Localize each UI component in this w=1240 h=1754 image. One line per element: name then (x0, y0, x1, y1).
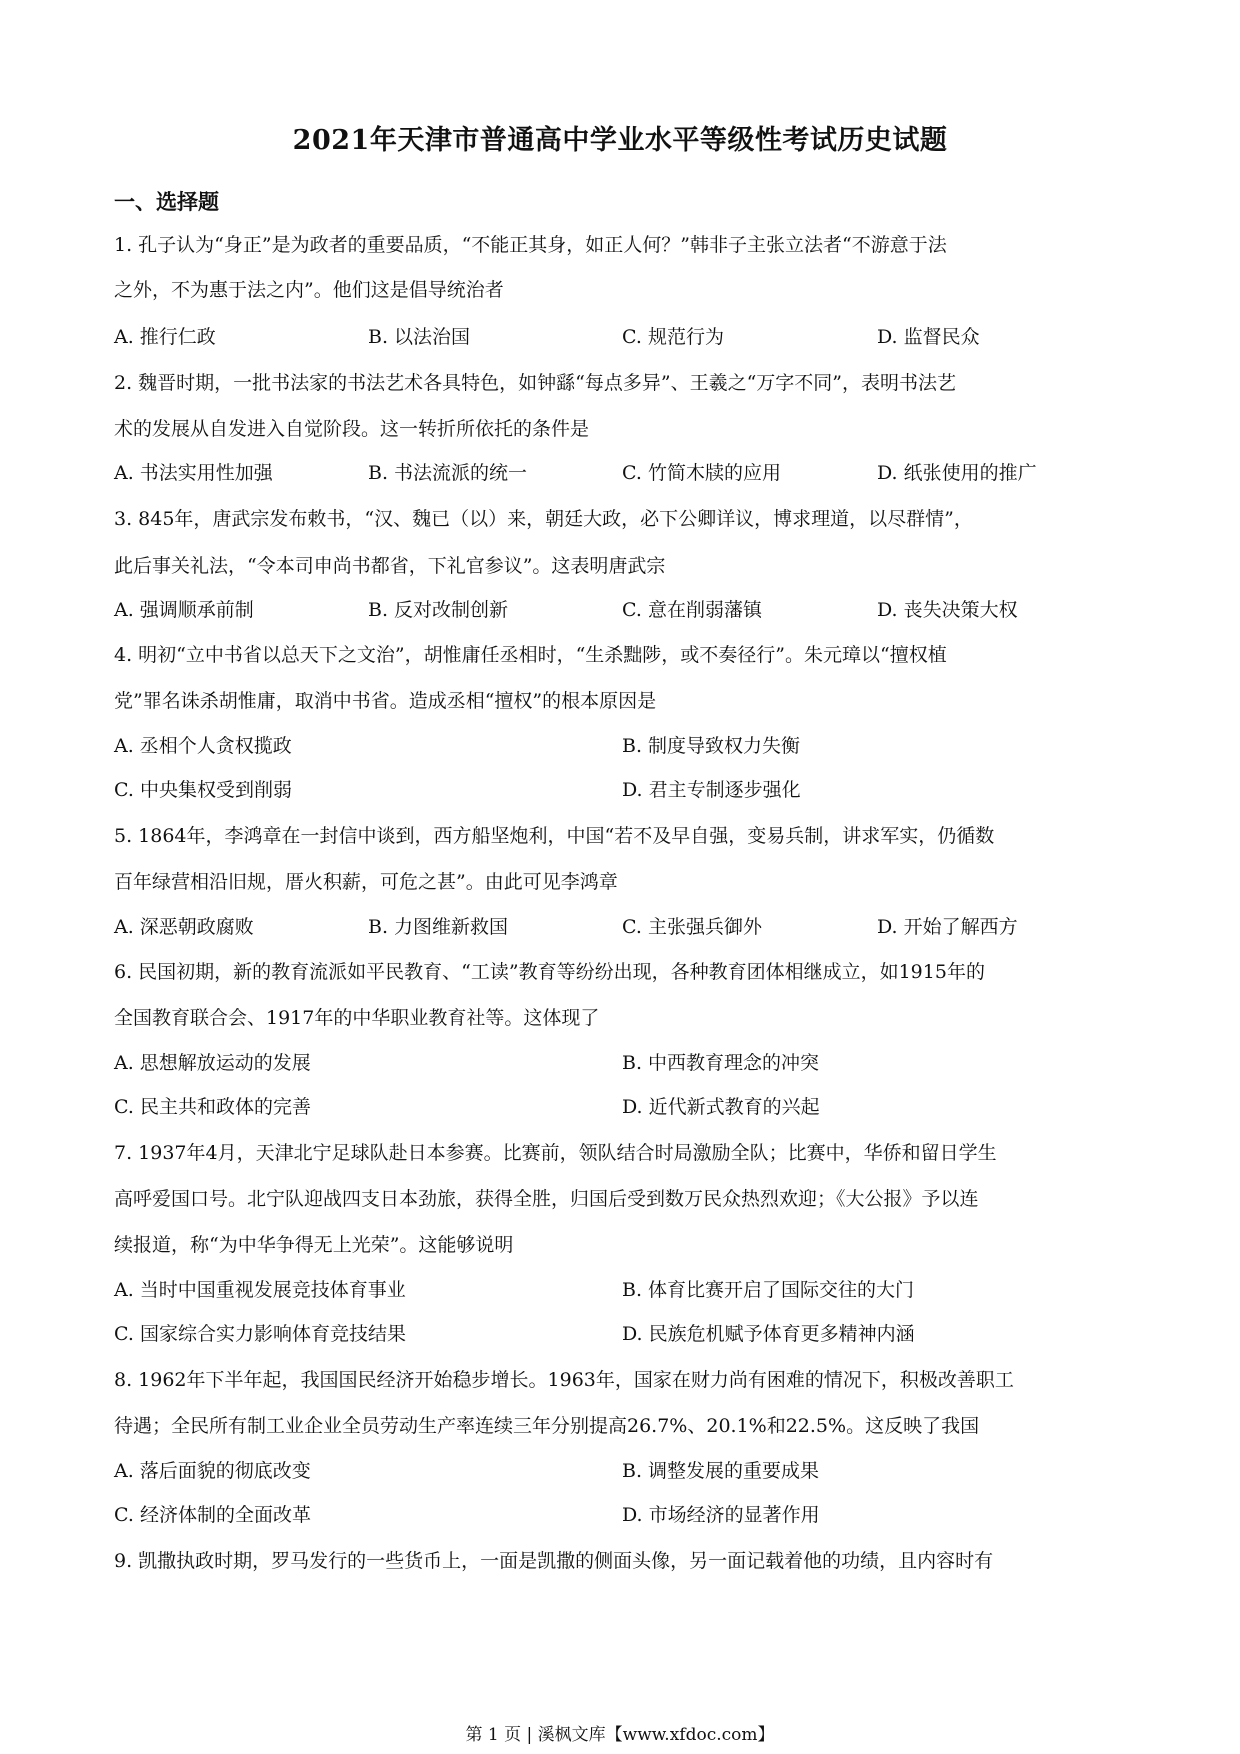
question-1-line-2: 之外，不为惠于法之内”。他们这是倡导统治者 (114, 279, 504, 301)
question-4-line-2: 党”罪名诛杀胡惟庸，取消中书省。造成丞相“擅权”的根本原因是 (114, 690, 657, 712)
question-8-option-a: A. 落后面貌的彻底改变 (114, 1460, 311, 1482)
question-3-option-b: B. 反对改制创新 (368, 599, 509, 621)
question-9-line-1: 9. 凯撒执政时期，罗马发行的一些货币上，一面是凯撒的侧面头像，另一面记载着他的功绩，且内容时有 (114, 1550, 994, 1572)
question-5-option-a: A. 深恶朝政腐败 (114, 916, 254, 938)
question-6-option-b: B. 中西教育理念的冲突 (622, 1052, 820, 1074)
question-7-line-2: 高呼爱国口号。北宁队迎战四支日本劲旅，获得全胜，归国后受到数万民众热烈欢迎；《大公报》予以连 (114, 1188, 979, 1210)
question-2-line-2: 术的发展从自发进入自觉阶段。这一转折所依托的条件是 (114, 418, 590, 440)
question-4-line-1: 4. 明初“立中书省以总天下之文治”，胡惟庸任丞相时，“生杀黜陟，或不奏径行”。朱元璋以“擅权植 (114, 644, 947, 666)
question-2-option-d: D. 纸张使用的推广 (877, 462, 1037, 484)
question-7-line-3: 续报道，称“为中华争得无上光荣”。这能够说明 (114, 1234, 514, 1256)
question-4-option-d: D. 君主专制逐步强化 (622, 779, 801, 801)
question-1-line-1: 1. 孔子认为“身正”是为政者的重要品质，“不能正其身，如正人何？”韩非子主张立法者“不游意于法 (114, 234, 947, 256)
question-8-option-c: C. 经济体制的全面改革 (114, 1504, 311, 1526)
question-7-option-a: A. 当时中国重视发展竞技体育事业 (114, 1279, 406, 1301)
question-3-line-2: 此后事关礼法，“令本司申尚书都省，下礼官参议”。这表明唐武宗 (114, 555, 666, 577)
question-3-option-c: C. 意在削弱藩镇 (622, 599, 762, 621)
question-7-option-d: D. 民族危机赋予体育更多精神内涵 (622, 1323, 915, 1345)
question-7-line-1: 7. 1937年4月，天津北宁足球队赴日本参赛。比赛前，领队结合时局激励全队；比赛中，华侨和留日学生 (114, 1142, 997, 1164)
question-4-option-b: B. 制度导致权力失衡 (622, 735, 801, 757)
question-8-line-1: 8. 1962年下半年起，我国国民经济开始稳步增长。1963年，国家在财力尚有困难的情况下，积极改善职工 (114, 1369, 1014, 1391)
question-6-option-d: D. 近代新式教育的兴起 (622, 1096, 820, 1118)
question-8-option-d: D. 市场经济的显著作用 (622, 1504, 820, 1526)
page-title: 2021年天津市普通高中学业水平等级性考试历史试题 (292, 125, 948, 156)
question-3-option-d: D. 丧失决策大权 (877, 599, 1018, 621)
question-5-option-b: B. 力图维新救国 (368, 916, 509, 938)
question-8-option-b: B. 调整发展的重要成果 (622, 1460, 820, 1482)
question-4-option-a: A. 丞相个人贪权揽政 (114, 735, 292, 757)
question-2-option-c: C. 竹简木牍的应用 (622, 462, 781, 484)
question-7-option-b: B. 体育比赛开启了国际交往的大门 (622, 1279, 915, 1301)
question-3-option-a: A. 强调顺承前制 (114, 599, 254, 621)
page-footer: 第 1 页 | 溪枫文库【www.xfdoc.com】 (465, 1725, 775, 1745)
question-1-option-c: C. 规范行为 (622, 326, 724, 348)
question-7-option-c: C. 国家综合实力影响体育竞技结果 (114, 1323, 406, 1345)
question-2-option-a: A. 书法实用性加强 (114, 462, 273, 484)
question-1-option-b: B. 以法治国 (368, 326, 471, 348)
question-4-option-c: C. 中央集权受到削弱 (114, 779, 292, 801)
question-2-option-b: B. 书法流派的统一 (368, 462, 528, 484)
question-1-option-a: A. 推行仁政 (114, 326, 216, 348)
question-2-line-1: 2. 魏晋时期，一批书法家的书法艺术各具特色，如钟繇“每点多异”、王羲之“万字不同”，表明书法艺 (114, 372, 957, 394)
question-5-line-2: 百年绿营相沿旧规，厝火积薪，可危之甚”。由此可见李鸿章 (114, 871, 618, 893)
question-6-option-c: C. 民主共和政体的完善 (114, 1096, 311, 1118)
question-5-option-c: C. 主张强兵御外 (622, 916, 762, 938)
question-5-option-d: D. 开始了解西方 (877, 916, 1018, 938)
question-6-option-a: A. 思想解放运动的发展 (114, 1052, 311, 1074)
question-1-option-d: D. 监督民众 (877, 326, 980, 348)
question-3-line-1: 3. 845年，唐武宗发布敕书，“汉、魏已（以）来，朝廷大政，必下公卿详议，博求理道，以尽群情”， (114, 508, 973, 530)
question-6-line-1: 6. 民国初期，新的教育流派如平民教育、“工读”教育等纷纷出现，各种教育团体相继成立，如1915年的 (114, 961, 985, 983)
question-8-line-2: 待遇；全民所有制工业企业全员劳动生产率连续三年分别提高26.7%、20.1%和22.5%。这反映了我国 (114, 1415, 980, 1437)
question-5-line-1: 5. 1864年，李鸿章在一封信中谈到，西方船坚炮利，中国“若不及早自强，变易兵制，讲求军实，仍循数 (114, 825, 995, 847)
question-6-line-2: 全国教育联合会、1917年的中华职业教育社等。这体现了 (114, 1007, 600, 1029)
section-heading: 一、选择题 (114, 189, 219, 214)
